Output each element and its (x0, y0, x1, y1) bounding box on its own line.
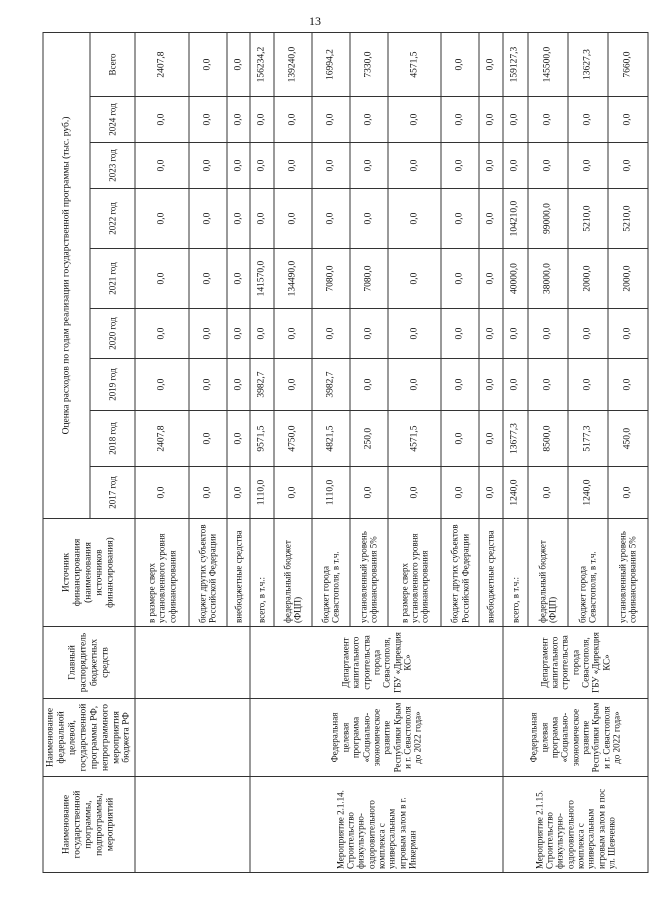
value-cell: 250,0 (350, 410, 388, 466)
value-cell: 0,0 (441, 410, 479, 466)
source-cell: бюджет других субъектов Российской Федерации (189, 518, 227, 626)
col-source-header: Источник финансирования (наименования источников финансирования) (43, 518, 135, 626)
value-cell: 0,0 (135, 308, 188, 358)
value-cell: 0,0 (350, 96, 388, 142)
value-cell: 156234,2 (250, 32, 274, 96)
value-cell: 0,0 (189, 410, 227, 466)
value-cell: 159127,3 (503, 32, 528, 96)
value-cell: 0,0 (189, 142, 227, 188)
value-cell: 141570,0 (250, 248, 274, 308)
value-cell: 0,0 (274, 142, 312, 188)
value-cell: 0,0 (441, 358, 479, 410)
value-cell: 0,0 (503, 308, 528, 358)
measure-name: Мероприятие 2.1.14. Строительство физкультурно-оздоровительного комплекса с универсальным игровым залом в г. Инкерман (250, 776, 503, 872)
value-cell: 104210,0 (503, 188, 528, 248)
value-cell: 4571,5 (388, 410, 441, 466)
value-cell: 0,0 (479, 248, 503, 308)
source-cell: федеральный бюджет (ФЦП) (274, 518, 312, 626)
value-cell: 0,0 (350, 358, 388, 410)
value-cell: 13677,3 (503, 410, 528, 466)
value-cell: 8500,0 (528, 410, 568, 466)
source-cell: бюджет города Севастополя, в т.ч. (312, 518, 350, 626)
value-cell: 0,0 (388, 188, 441, 248)
value-cell: 0,0 (388, 308, 441, 358)
measure-row (250, 32, 274, 872)
source-cell: в размере сверх установленного уровня софинансирования (135, 518, 188, 626)
value-cell: 0,0 (227, 410, 251, 466)
value-cell: 0,0 (568, 358, 608, 410)
value-cell: 0,0 (350, 188, 388, 248)
col-manager-header: Главный распорядитель бюджетных средств (43, 626, 135, 698)
value-cell: 0,0 (479, 188, 503, 248)
value-cell: 38000,0 (528, 248, 568, 308)
carry-manager-cell (135, 626, 250, 698)
year-header: 2019 год (90, 358, 135, 410)
source-cell: внебюджетные средства (479, 518, 503, 626)
value-cell: 40000,0 (503, 248, 528, 308)
value-cell: 5210,0 (568, 188, 608, 248)
value-cell: 0,0 (441, 308, 479, 358)
year-header: 2023 год (90, 142, 135, 188)
value-cell: 0,0 (227, 188, 251, 248)
value-cell: 0,0 (388, 96, 441, 142)
value-cell: 1110,0 (250, 466, 274, 518)
value-cell: 0,0 (312, 308, 350, 358)
year-header: 2021 год (90, 248, 135, 308)
value-cell: 0,0 (479, 466, 503, 518)
value-cell: 0,0 (274, 466, 312, 518)
value-cell: 2407,8 (135, 32, 188, 96)
value-cell: 0,0 (528, 142, 568, 188)
year-header: 2022 год (90, 188, 135, 248)
year-header: 2017 год (90, 466, 135, 518)
value-cell: 0,0 (479, 96, 503, 142)
value-cell: 1110,0 (312, 466, 350, 518)
year-header: 2020 год (90, 308, 135, 358)
value-cell: 0,0 (479, 142, 503, 188)
value-cell: 0,0 (608, 466, 648, 518)
value-cell: 0,0 (189, 248, 227, 308)
value-cell: 0,0 (503, 96, 528, 142)
measure-row (503, 32, 528, 872)
year-header: 2018 год (90, 410, 135, 466)
value-cell: 0,0 (503, 358, 528, 410)
value-cell: 0,0 (388, 358, 441, 410)
col-name-header: Наименование государственной программы, подпрограммы, мероприятий (43, 776, 135, 872)
value-cell: 0,0 (528, 308, 568, 358)
measure-target-program: Федеральная целевая программа «Социально-экономическое развитие Республики Крым и г. Севастополя до 2022 года» (503, 698, 648, 776)
value-cell: 0,0 (189, 358, 227, 410)
source-cell: всего, в т.ч.: (250, 518, 274, 626)
value-cell: 0,0 (312, 96, 350, 142)
value-cell: 0,0 (479, 32, 503, 96)
value-cell: 0,0 (250, 96, 274, 142)
value-cell: 0,0 (441, 32, 479, 96)
value-cell: 0,0 (135, 142, 188, 188)
value-cell: 13627,3 (568, 32, 608, 96)
value-cell: 0,0 (388, 248, 441, 308)
value-cell: 0,0 (189, 96, 227, 142)
value-cell: 134490,0 (274, 248, 312, 308)
carry-name-cell (135, 776, 250, 872)
value-cell: 0,0 (274, 188, 312, 248)
value-cell: 0,0 (135, 466, 188, 518)
value-cell: 7080,0 (350, 248, 388, 308)
value-cell: 9571,5 (250, 410, 274, 466)
value-cell: 0,0 (250, 188, 274, 248)
value-cell: 145500,0 (528, 32, 568, 96)
value-cell: 3982,7 (312, 358, 350, 410)
value-cell: 0,0 (441, 188, 479, 248)
value-cell: 2000,0 (568, 248, 608, 308)
value-cell: 0,0 (388, 466, 441, 518)
value-cell: 0,0 (479, 410, 503, 466)
page-number: 13 (309, 14, 321, 28)
value-cell: 0,0 (227, 248, 251, 308)
value-cell: 4750,0 (274, 410, 312, 466)
value-cell: 0,0 (250, 142, 274, 188)
value-cell: 0,0 (227, 308, 251, 358)
header-row-1 (43, 32, 90, 872)
value-cell: 0,0 (189, 188, 227, 248)
value-cell: 0,0 (227, 96, 251, 142)
value-cell: 0,0 (135, 96, 188, 142)
value-cell: 0,0 (608, 142, 648, 188)
value-cell: 0,0 (568, 142, 608, 188)
value-cell: 0,0 (441, 142, 479, 188)
value-cell: 0,0 (528, 466, 568, 518)
value-cell: 0,0 (479, 358, 503, 410)
value-cell: 0,0 (350, 466, 388, 518)
value-cell: 0,0 (350, 142, 388, 188)
value-cell: 0,0 (227, 142, 251, 188)
value-cell: 0,0 (479, 308, 503, 358)
value-cell: 0,0 (189, 466, 227, 518)
value-cell: 0,0 (312, 188, 350, 248)
value-cell: 5177,3 (568, 410, 608, 466)
source-cell: федеральный бюджет (ФЦП) (528, 518, 568, 626)
estimate-header: Оценка расходов по годам реализации государственной программы (тыс. руб.) (43, 32, 90, 518)
value-cell: 0,0 (503, 142, 528, 188)
value-cell: 0,0 (135, 358, 188, 410)
measure-target-program: Федеральная целевая программа «Социально-экономическое развитие Республики Крым и г. Севастополя до 2022 года» (250, 698, 503, 776)
value-cell: 0,0 (274, 308, 312, 358)
value-cell: 5210,0 (608, 188, 648, 248)
source-cell: установленный уровень софинансирования 5% (350, 518, 388, 626)
value-cell: 4821,5 (312, 410, 350, 466)
measure-name: Мероприятие 2.1.15. Строительство физкультурно-оздоровительного комплекса с универсальным игровым залом в пос ул. Шевченко (503, 776, 648, 872)
carry-row (135, 32, 188, 872)
value-cell: 0,0 (568, 96, 608, 142)
value-cell: 0,0 (608, 358, 648, 410)
value-cell: 0,0 (274, 358, 312, 410)
value-cell: 0,0 (350, 308, 388, 358)
value-cell: 0,0 (189, 308, 227, 358)
value-cell: 7330,0 (350, 32, 388, 96)
value-cell: 0,0 (189, 32, 227, 96)
year-header: Всего (90, 32, 135, 96)
value-cell: 4571,5 (388, 32, 441, 96)
value-cell: 0,0 (608, 96, 648, 142)
value-cell: 3982,7 (250, 358, 274, 410)
value-cell: 139240,0 (274, 32, 312, 96)
table-body (135, 32, 648, 872)
source-cell: бюджет других субъектов Российской Федерации (441, 518, 479, 626)
value-cell: 0,0 (227, 32, 251, 96)
value-cell: 0,0 (250, 308, 274, 358)
value-cell: 1240,0 (503, 466, 528, 518)
carry-target-cell (135, 698, 250, 776)
value-cell: 0,0 (388, 142, 441, 188)
value-cell: 7660,0 (608, 32, 648, 96)
value-cell: 0,0 (568, 308, 608, 358)
value-cell: 0,0 (528, 96, 568, 142)
value-cell: 0,0 (135, 188, 188, 248)
value-cell: 0,0 (135, 248, 188, 308)
source-cell: в размере сверх установленного уровня софинансирования (388, 518, 441, 626)
value-cell: 0,0 (441, 466, 479, 518)
value-cell: 7080,0 (312, 248, 350, 308)
value-cell: 2407,8 (135, 410, 188, 466)
value-cell: 0,0 (441, 96, 479, 142)
value-cell: 0,0 (227, 466, 251, 518)
measure-manager: Департамент капитального строительства города Севастополя, ГБУ «Дирекция КС» (503, 626, 648, 698)
value-cell: 0,0 (608, 308, 648, 358)
value-cell: 0,0 (528, 358, 568, 410)
measure-manager: Департамент капитального строительства города Севастополя, ГБУ «Дирекция КС» (250, 626, 503, 698)
source-cell: внебюджетные средства (227, 518, 251, 626)
value-cell: 0,0 (274, 96, 312, 142)
value-cell: 0,0 (441, 248, 479, 308)
expenditure-table (43, 31, 649, 872)
year-header: 2024 год (90, 96, 135, 142)
value-cell: 0,0 (227, 358, 251, 410)
rotated-table-container (43, 33, 638, 873)
source-cell: установленный уровень софинансирования 5% (608, 518, 648, 626)
value-cell: 2000,0 (608, 248, 648, 308)
col-target-header: Наименование федеральной целевой, государственной программы РФ, непрограммного мероприятия бюджета РФ (43, 698, 135, 776)
value-cell: 1240,0 (568, 466, 608, 518)
value-cell: 0,0 (312, 142, 350, 188)
value-cell: 16994,2 (312, 32, 350, 96)
value-cell: 450,0 (608, 410, 648, 466)
source-cell: бюджет города Севастополя, в т.ч. (568, 518, 608, 626)
value-cell: 99000,0 (528, 188, 568, 248)
source-cell: всего, в т.ч.: (503, 518, 528, 626)
